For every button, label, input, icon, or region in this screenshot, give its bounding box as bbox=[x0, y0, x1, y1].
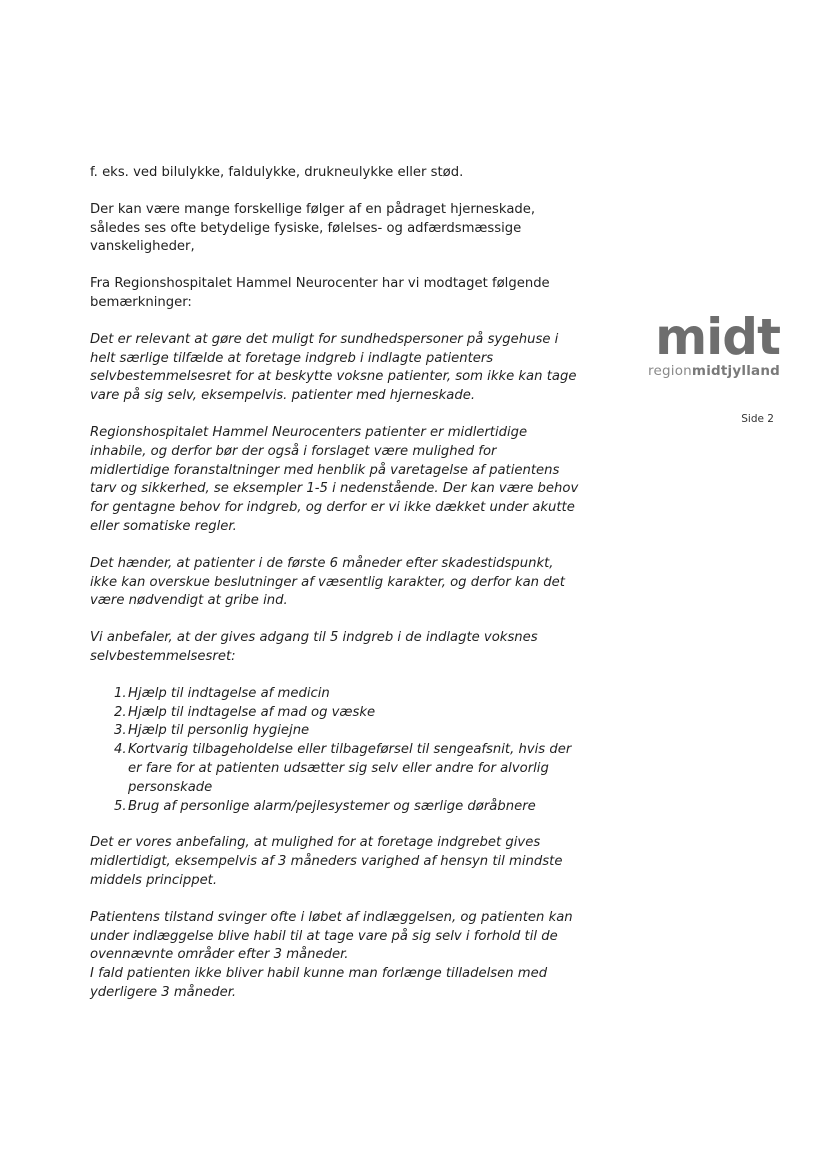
list-item bbox=[90, 685, 580, 704]
quoted-paragraph: I fald patienten ikke bliver habil kunne man forlænge tilladelsen med yderligere 3 måneder. bbox=[90, 966, 548, 1000]
quoted-paragraph: Regionshospitalet Hammel Neurocenters patienter er midlertidige inhabile, og derfor bør der også i forslaget være mulighed for midlertidige foranstaltninger med henblik på varetagelse af patientens tarv og sikkerhed, se eksempler 1-5 i nedenstående. Der kan være behov for gentagne behov for indgreb, og derfor er vi ikke dækket under akutte eller somatiske regler. bbox=[90, 424, 579, 534]
page-number: Side 2 bbox=[741, 413, 774, 425]
quoted-paragraph: Patientens tilstand svinger ofte i løbet af indlæggelsen, og patienten kan under indlæggelse blive habil til at tage vare på sig selv i forhold til de ovennævnte områder efter 3 måneder. bbox=[90, 909, 573, 963]
paragraph: f. eks. ved bilulykke, faldulykke, drukneulykke eller stød. bbox=[90, 165, 464, 180]
list-item-number: 1. bbox=[114, 685, 127, 701]
logo-wordmark: midt bbox=[655, 308, 780, 366]
list-item-text: Hjælp til personlig hygiejne bbox=[128, 723, 310, 739]
paragraph: Der kan være mange forskellige følger af en pådraget hjerneskade, således ses ofte betydelige fysiske, følelses- og adfærdsmæssige vanskeligheder, bbox=[90, 201, 536, 255]
list-item-number: 4. bbox=[114, 742, 127, 758]
list-item-number: 5. bbox=[114, 798, 127, 814]
list-item bbox=[90, 798, 580, 817]
body-text bbox=[90, 164, 580, 1003]
logo-subtitle-prefix: region bbox=[648, 363, 692, 379]
list-item-text: Brug af personlige alarm/pejlesystemer og særlige døråbnere bbox=[128, 798, 536, 814]
quoted-paragraph: Det hænder, at patienter i de første 6 måneder efter skadestidspunkt, ikke kan overskue beslutninger af væsentlig karakter, og derfor kan det være nødvendigt at gribe ind. bbox=[90, 555, 565, 609]
list-item bbox=[90, 722, 580, 741]
logo-subtitle bbox=[640, 363, 780, 379]
list-item-text: Hjælp til indtagelse af mad og væske bbox=[128, 704, 376, 720]
list-item bbox=[90, 741, 580, 797]
quoted-paragraph: Vi anbefaler, at der gives adgang til 5 indgreb i de indlagte voksnes selvbestemmelsesret: bbox=[90, 630, 538, 664]
list-item-number: 3. bbox=[114, 723, 127, 739]
list-item-number: 2. bbox=[114, 704, 127, 720]
list-item-text: Hjælp til indtagelse af medicin bbox=[128, 685, 330, 701]
quoted-paragraph: Det er vores anbefaling, at mulighed for at foretage indgrebet gives midlertidigt, eksempelvis af 3 måneders varighed af hensyn til mindste middels princippet. bbox=[90, 835, 563, 888]
paragraph: Fra Regionshospitalet Hammel Neurocenter har vi modtaget følgende bemærkninger: bbox=[90, 276, 550, 310]
quoted-paragraph: Det er relevant at gøre det muligt for sundhedspersoner på sygehuse i helt særlige tilfælde at foretage indgreb i indlagte patienters selvbestemmelsesret for at beskytte voksne patienter, som ikke kan tage vare på sig selv, eksempelvis. patienter med hjerneskade. bbox=[90, 331, 577, 404]
list-item-text: Kortvarig tilbageholdelse eller tilbageførsel til sengeafsnit, hvis der er fare for at patienten udsætter sig selv eller andre for alvorlig personskade bbox=[128, 742, 572, 795]
intervention-list bbox=[90, 685, 580, 817]
region-midtjylland-logo bbox=[640, 308, 780, 379]
logo-subtitle-bold: midtjylland bbox=[691, 363, 780, 379]
list-item bbox=[90, 704, 580, 723]
